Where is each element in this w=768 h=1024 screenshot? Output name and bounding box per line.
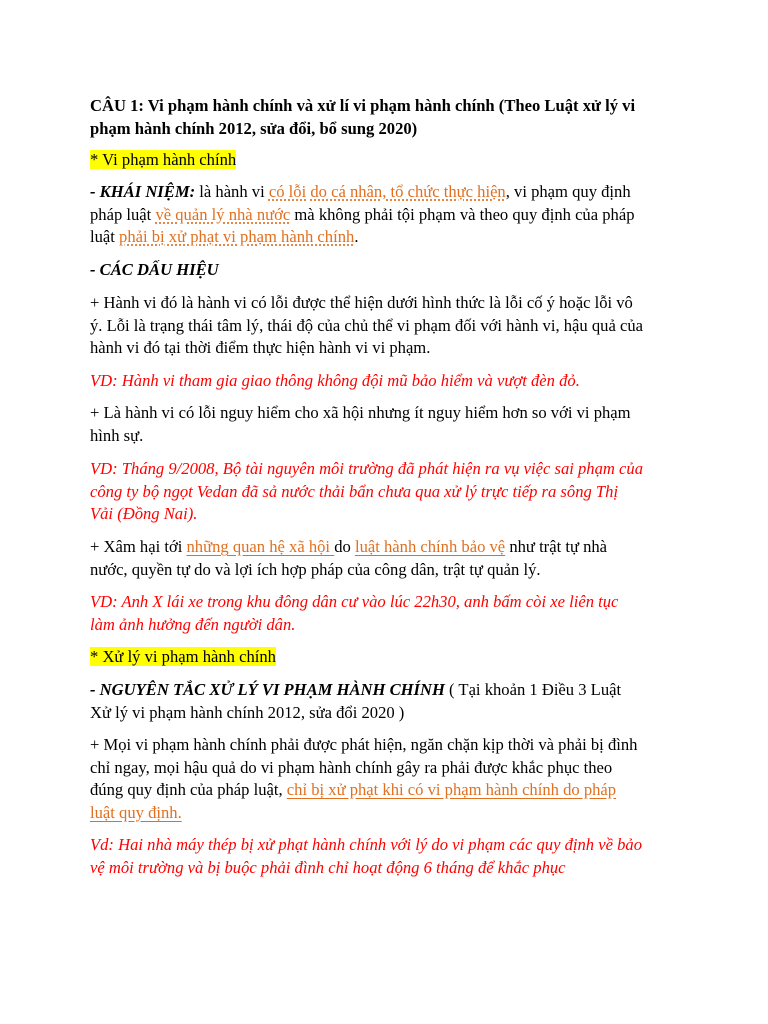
text-line: do: [334, 537, 355, 556]
text-line: nước, quyền tự do và lợi ích hợp pháp của công dân, trật tự quản lý.: [90, 559, 541, 579]
text-line: Xử lý vi phạm hành chính 2012, sửa đổi 2020 ): [90, 702, 405, 722]
title-line-2: phạm hành chính 2012, sửa đổi, bổ sung 2020): [90, 118, 418, 138]
text-line: như trật tự nhà: [505, 537, 608, 556]
concept-paragraph: [90, 181, 690, 249]
text-line: ( Tại khoản 1 Điều 3 Luật: [444, 680, 622, 699]
text-line: Vd: Hai nhà máy thép bị xử phạt hành chính với lý do vi phạm các quy định về bảo: [90, 835, 643, 854]
concept-text: mà không phải tội phạm và theo quy định của pháp: [290, 204, 635, 224]
text-line: chỉ ngay, mọi hậu quả do vi phạm hành chính gây ra phải được khắc phục theo: [90, 757, 613, 777]
signs-heading: - CÁC DẤU HIỆU: [90, 260, 219, 279]
text-line: + Hành vi đó là hành vi có lỗi được thể hiện dưới hình thức là lỗi cố ý hoặc lỗi vô: [90, 293, 633, 312]
annotated-phrase[interactable]: do cá nhân, tổ chức thực hiện: [310, 182, 506, 201]
example-3: [90, 591, 690, 636]
section-heading-handling: [90, 646, 690, 669]
annotated-phrase[interactable]: những quan hệ xã hội: [186, 537, 335, 556]
text-line: hình sự.: [90, 425, 144, 445]
text-line: đúng quy định của pháp luật,: [90, 780, 287, 799]
text-line: làm ảnh hưởng đến người dân.: [90, 614, 296, 634]
text-line: + Là hành vi có lỗi nguy hiểm cho xã hội nhưng ít nguy hiểm hơn so với vi phạm: [90, 403, 631, 422]
sign-paragraph-2: [90, 402, 690, 447]
section-heading-violation: [90, 149, 690, 172]
question-title: [90, 95, 690, 140]
text-line: VD: Anh X lái xe trong khu đông dân cư vào lúc 22h30, anh bấm còi xe liên tục: [90, 592, 619, 611]
example-2: [90, 458, 690, 526]
title-line-1: CÂU 1: Vi phạm hành chính và xử lí vi phạm hành chính (Theo Luật xử lý vi: [90, 96, 636, 115]
concept-label: - KHÁI NIỆM:: [90, 182, 196, 201]
concept-text: , vi phạm quy định: [505, 182, 631, 201]
text-line: + Mọi vi phạm hành chính phải được phát hiện, ngăn chặn kịp thời và phải bị đình: [90, 735, 638, 754]
text-line: vệ môi trường và bị buộc phải đình chỉ hoạt động 6 tháng để khắc phục: [90, 857, 566, 877]
text-line: công ty bộ ngọt Vedan đã sả nước thải bẩn chưa qua xử lý trực tiếp ra sông Thị: [90, 481, 619, 501]
example-1: VD: Hành vi tham gia giao thông không đội mũ bảo hiểm và vượt đèn đỏ.: [90, 371, 580, 390]
annotated-phrase[interactable]: về quản lý nhà nước: [155, 204, 291, 224]
highlighted-heading: * Vi phạm hành chính: [90, 150, 237, 169]
text-line: VD: Tháng 9/2008, Bộ tài nguyên môi trường đã phát hiện ra vụ việc sai phạm của: [90, 459, 643, 478]
annotated-phrase[interactable]: luật hành chính bảo vệ: [354, 537, 506, 556]
text-line: Vải (Đồng Nai).: [90, 504, 198, 523]
text-line: hành vi đó tại thời điểm thực hiện hành vi vi phạm.: [90, 338, 431, 357]
principle-paragraph: [90, 679, 690, 724]
concept-text: .: [354, 227, 359, 246]
example-4: [90, 834, 690, 879]
highlighted-heading: * Xử lý vi phạm hành chính: [90, 647, 276, 666]
rule-paragraph-1: [90, 734, 690, 824]
annotated-phrase[interactable]: chỉ bị xử phạt khi có vi phạm hành chính do pháp: [286, 780, 617, 799]
concept-text: luật: [90, 227, 120, 246]
concept-text: pháp luật: [90, 204, 156, 224]
sign-paragraph-3: [90, 536, 690, 581]
text-line: ý. Lỗi là trạng thái tâm lý, thái độ của chủ thể vi phạm đối với hành vi, hậu quả của: [90, 315, 643, 335]
principle-label: - NGUYÊN TẮC XỬ LÝ VI PHẠM HÀNH CHÍNH: [90, 680, 445, 699]
concept-text: là hành vi: [195, 182, 269, 201]
annotated-phrase[interactable]: có lỗi: [268, 182, 307, 201]
text-line: + Xâm hại tới: [90, 537, 187, 556]
annotated-phrase[interactable]: phải bị xử phạt vi phạm hành chính: [119, 227, 355, 246]
sign-paragraph-1: [90, 292, 690, 360]
annotated-phrase[interactable]: luật quy định.: [90, 802, 182, 822]
